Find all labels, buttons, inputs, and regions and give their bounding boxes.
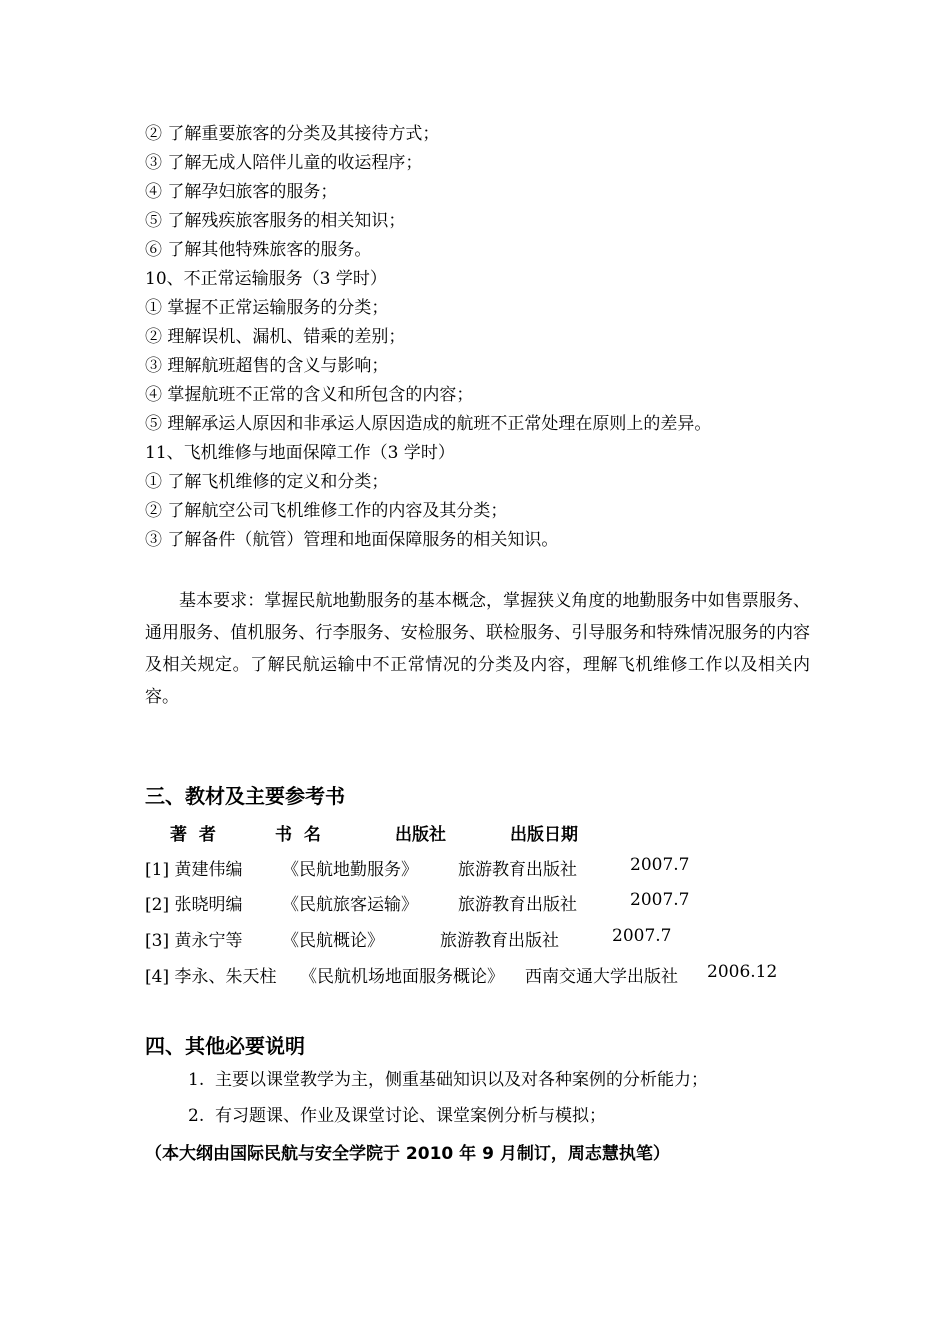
row-publisher: 旅游教育出版社 — [458, 860, 577, 880]
authorship-note: （本大纲由国际民航与安全学院于 2010 年 9 月制订，周志慧执笔） — [145, 1144, 670, 1164]
table-header-date: 出版日期 — [510, 825, 578, 845]
list-item: ③ 理解航班超售的含义与影响； — [145, 356, 389, 376]
row-publisher: 西南交通大学出版社 — [525, 967, 678, 987]
row-author: [1] 黄建伟编 — [145, 860, 243, 880]
table-header-publisher: 出版社 — [395, 825, 446, 845]
table-header-author: 著 者 — [170, 825, 216, 845]
list-item: ② 理解误机、漏机、错乘的差别； — [145, 327, 406, 347]
row-publisher: 旅游教育出版社 — [440, 931, 559, 951]
row-title: 《民航地勤服务》 — [282, 860, 418, 880]
list-item: ④ 掌握航班不正常的含义和所包含的内容； — [145, 385, 474, 405]
list-item: 1. 主要以课堂教学为主，侧重基础知识以及对各种案例的分析能力； — [188, 1070, 709, 1090]
list-item: ② 了解航空公司飞机维修工作的内容及其分类； — [145, 501, 508, 521]
row-date: 2007.7 — [630, 890, 690, 910]
table-header-title: 书 名 — [275, 825, 321, 845]
row-publisher: 旅游教育出版社 — [458, 895, 577, 915]
row-title: 《民航机场地面服务概论》 — [300, 967, 504, 987]
row-date: 2007.7 — [612, 926, 672, 946]
list-item: ② 了解重要旅客的分类及其接待方式； — [145, 124, 440, 144]
row-date: 2006.12 — [707, 962, 778, 982]
row-date: 2007.7 — [630, 855, 690, 875]
row-author: [3] 黄永宁等 — [145, 931, 243, 951]
list-item: ⑤ 了解残疾旅客服务的相关知识； — [145, 211, 406, 231]
list-item: ③ 了解备件（航管）管理和地面保障服务的相关知识。 — [145, 530, 559, 550]
list-item: ⑥ 了解其他特殊旅客的服务。 — [145, 240, 372, 260]
list-item: 2. 有习题课、作业及课堂讨论、课堂案例分析与模拟； — [188, 1106, 607, 1126]
section-heading-textbooks: 三、教材及主要参考书 — [145, 784, 345, 808]
row-title: 《民航概论》 — [282, 931, 384, 951]
subsection-heading: 11、飞机维修与地面保障工作（3 学时） — [145, 443, 455, 463]
list-item: ① 了解飞机维修的定义和分类； — [145, 472, 389, 492]
list-item: ③ 了解无成人陪伴儿童的收运程序； — [145, 153, 423, 173]
list-item: ④ 了解孕妇旅客的服务； — [145, 182, 338, 202]
row-title: 《民航旅客运输》 — [282, 895, 418, 915]
section-heading-notes: 四、其他必要说明 — [145, 1034, 305, 1058]
row-author: [4] 李永、朱天柱 — [145, 967, 277, 987]
row-author: [2] 张晓明编 — [145, 895, 243, 915]
basic-requirement-paragraph: 基本要求：掌握民航地勤服务的基本概念，掌握狭义角度的地勤服务中如售票服务、通用服务、值机服务、行李服务、安检服务、联检服务、引导服务和特殊情况服务的内容及相关规定。了解民航运输中不正常情况的分类及内容，理解飞机维修工作以及相关内容。 — [145, 591, 810, 707]
subsection-heading: 10、不正常运输服务（3 学时） — [145, 269, 387, 289]
list-item: ⑤ 理解承运人原因和非承运人原因造成的航班不正常处理在原则上的差异。 — [145, 414, 712, 434]
list-item: ① 掌握不正常运输服务的分类； — [145, 298, 389, 318]
